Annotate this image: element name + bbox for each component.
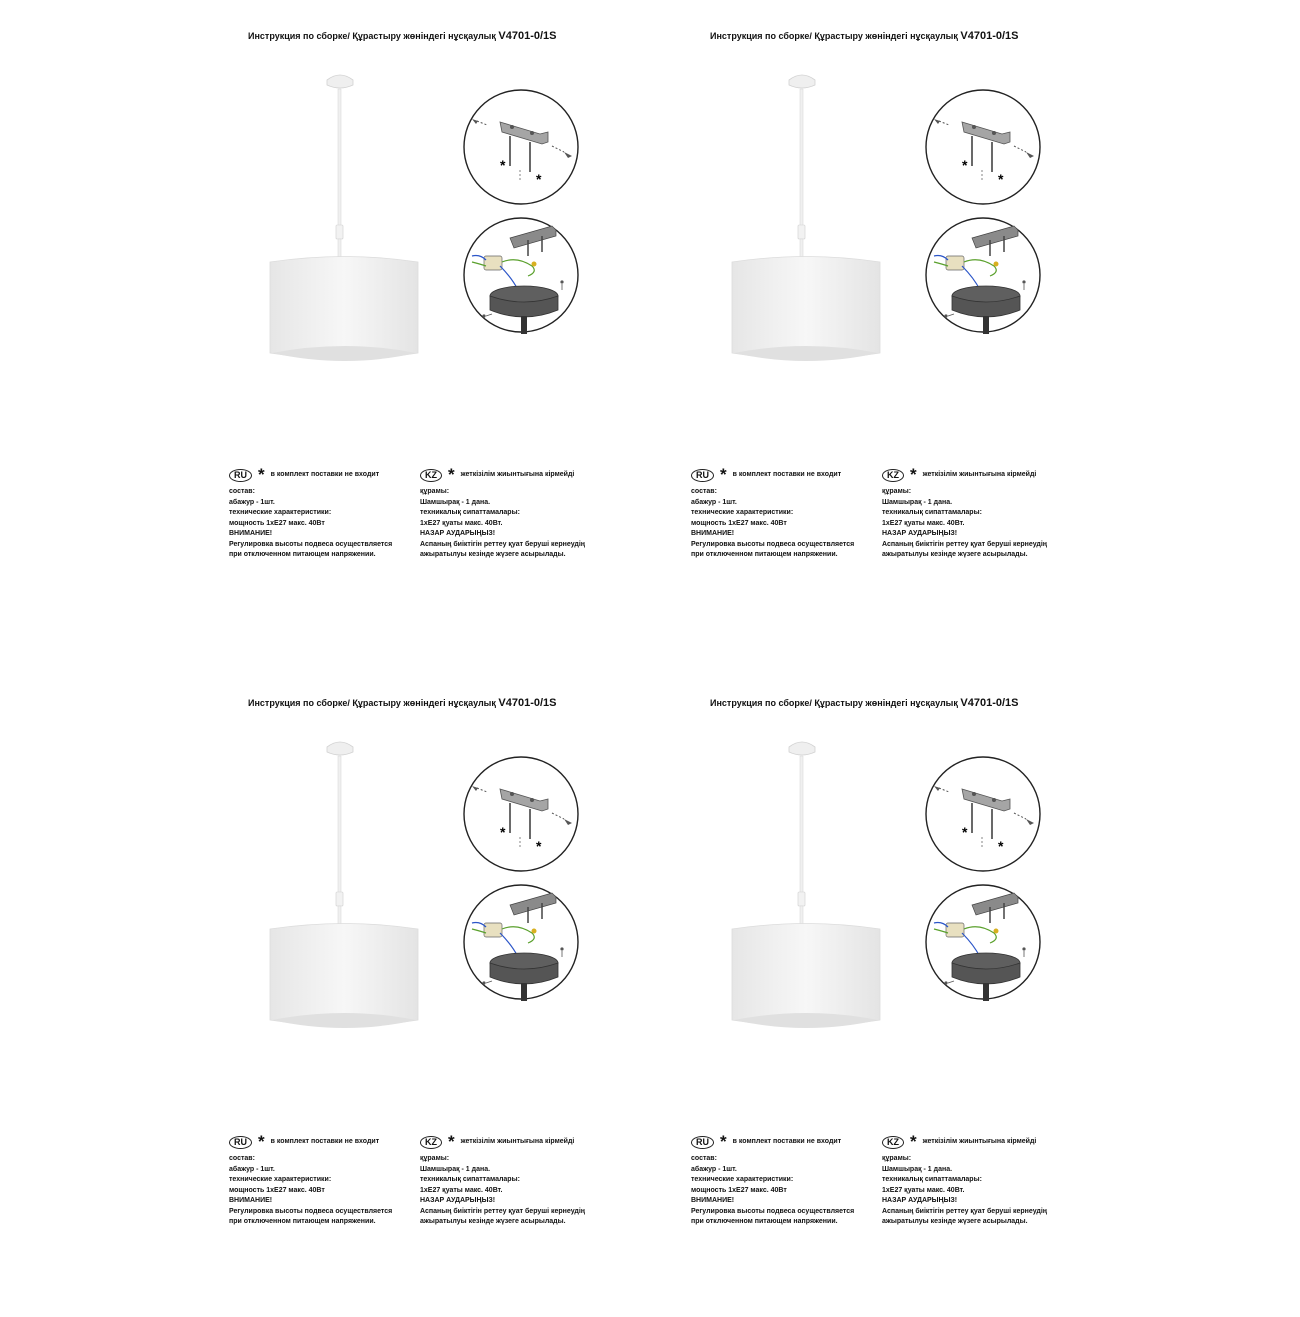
text-line: мощность 1хЕ27 макс. 40Вт [229,1186,325,1194]
text-line: технические характеристики: [229,509,332,516]
not-included-note: в комплект поставки не входит [732,1137,842,1145]
instruction-sheet-bottom-right [462,667,1112,1317]
pendant-lamp-image [260,732,430,1042]
text-line: абажур - 1шт. [229,1165,275,1173]
text-line: абажур - 1шт. [691,498,737,506]
asterisk-icon: * [910,465,917,484]
text-line: абажур - 1шт. [229,498,275,506]
text-line: 1хЕ27 қуаты макс. 40Вт. [882,1186,965,1194]
title-text: Инструкция по сборке/ Құрастыру жөніндегі нұсқаулық [248,698,496,708]
text-line: ажыратылуы кезінде жүзеге асырылады. [882,551,1028,558]
ru-language-badge: RU [691,469,714,482]
text-line: абажур - 1шт. [691,1165,737,1173]
text-line: құрамы: [420,1155,450,1162]
text-line: ВНИМАНИЕ! [691,530,735,537]
asterisk-icon: * [448,465,455,484]
text-line: при отключенном питающем напряжении. [691,551,838,558]
text-line: техникалық сипаттамалары: [882,1176,982,1183]
ru-instructions [229,1133,392,1228]
asterisk-mark: * [536,838,542,854]
not-included-note: жеткізілім жиынтығына кірмейді [922,1137,1037,1145]
kz-language-badge: KZ [420,469,442,482]
text-line: Аспаның биіктігін реттеу қуат беруші кернеудің [420,1207,586,1215]
text-line: ажыратылуы кезінде жүзеге асырылады. [420,1218,566,1225]
title-text: Инструкция по сборке/ Құрастыру жөніндегі нұсқаулық [248,31,496,41]
text-line: Регулировка высоты подвеса осуществляется [691,1207,855,1215]
title-text: Инструкция по сборке/ Құрастыру жөніндегі нұсқаулық [710,698,958,708]
asterisk-icon: * [720,465,727,484]
text-line: мощность 1хЕ27 макс. 40Вт [229,519,325,527]
pendant-lamp-image [260,65,430,375]
bracket-mounting-diagram [924,88,1042,206]
text-line: Шамшырақ - 1 дана. [420,1165,491,1173]
instruction-sheet-top-right [462,0,1112,650]
asterisk-mark: * [998,838,1004,854]
pendant-lamp-image [722,65,892,375]
text-line: технические характеристики: [691,1176,794,1183]
ru-language-badge: RU [691,1136,714,1149]
text-line: состав: [691,488,717,495]
text-line: ажыратылуы кезінде жүзеге асырылады. [420,551,566,558]
bracket-mounting-diagram [924,755,1042,873]
not-included-note: жеткізілім жиынтығына кірмейді [460,1137,575,1145]
text-line: технические характеристики: [229,1176,332,1183]
text-line: техникалық сипаттамалары: [420,1176,520,1183]
text-line: Регулировка высоты подвеса осуществляется [229,540,393,548]
text-line: НАЗАР АУДАРЫҢЫЗ! [420,530,496,537]
text-line: 1хЕ27 қуаты макс. 40Вт. [420,519,503,527]
asterisk-mark: * [998,171,1004,187]
model-number: V4701-0/1S [498,697,557,709]
text-line: Регулировка высоты подвеса осуществляется [691,540,855,548]
not-included-note: в комплект поставки не входит [732,470,842,478]
text-line: при отключенном питающем напряжении. [691,1218,838,1225]
asterisk-mark: * [500,824,506,840]
asterisk-icon: * [910,1132,917,1151]
asterisk-mark: * [500,157,506,173]
text-line: состав: [691,1155,717,1162]
wiring-connection-diagram [924,216,1042,334]
text-line: ВНИМАНИЕ! [229,530,273,537]
not-included-note: жеткізілім жиынтығына кірмейді [460,470,575,478]
text-line: техникалық сипаттамалары: [420,509,520,516]
text-line: Регулировка высоты подвеса осуществляется [229,1207,393,1215]
model-number: V4701-0/1S [498,30,557,42]
pendant-lamp-image [722,732,892,1042]
text-line: Шамшырақ - 1 дана. [882,498,953,506]
kz-instructions [882,466,1047,561]
ru-instructions [691,466,854,561]
title-text: Инструкция по сборке/ Құрастыру жөніндегі нұсқаулық [710,31,958,41]
wiring-connection-diagram [924,883,1042,1001]
kz-instructions [882,1133,1047,1228]
instruction-title [710,30,1019,42]
text-line: НАЗАР АУДАРЫҢЫЗ! [882,530,958,537]
text-line: Аспаның биіктігін реттеу қуат беруші кернеудің [420,540,586,548]
text-line: Аспаның биіктігін реттеу қуат беруші кернеудің [882,540,1048,548]
asterisk-mark: * [962,157,968,173]
kz-language-badge: KZ [882,469,904,482]
not-included-note: в комплект поставки не входит [270,470,380,478]
asterisk-icon: * [258,465,265,484]
text-line: 1хЕ27 қуаты макс. 40Вт. [882,519,965,527]
ru-language-badge: RU [229,469,252,482]
kz-language-badge: KZ [420,1136,442,1149]
text-line: Аспаның биіктігін реттеу қуат беруші кернеудің [882,1207,1048,1215]
text-line: мощность 1хЕ27 макс. 40Вт [691,1186,787,1194]
text-line: ВНИМАНИЕ! [691,1197,735,1204]
text-line: технические характеристики: [691,509,794,516]
text-line: ажыратылуы кезінде жүзеге асырылады. [882,1218,1028,1225]
kz-language-badge: KZ [882,1136,904,1149]
text-line: құрамы: [420,488,450,495]
text-line: құрамы: [882,1155,912,1162]
model-number: V4701-0/1S [960,30,1019,42]
ru-language-badge: RU [229,1136,252,1149]
text-line: НАЗАР АУДАРЫҢЫЗ! [420,1197,496,1204]
asterisk-mark: * [962,824,968,840]
not-included-note: жеткізілім жиынтығына кірмейді [922,470,1037,478]
instruction-title [710,697,1019,709]
text-line: Шамшырақ - 1 дана. [882,1165,953,1173]
not-included-note: в комплект поставки не входит [270,1137,380,1145]
text-line: Шамшырақ - 1 дана. [420,498,491,506]
text-line: құрамы: [882,488,912,495]
model-number: V4701-0/1S [960,697,1019,709]
text-line: состав: [229,488,255,495]
ru-instructions [229,466,392,561]
text-line: при отключенном питающем напряжении. [229,1218,376,1225]
text-line: ВНИМАНИЕ! [229,1197,273,1204]
asterisk-icon: * [448,1132,455,1151]
text-line: состав: [229,1155,255,1162]
text-line: при отключенном питающем напряжении. [229,551,376,558]
asterisk-icon: * [720,1132,727,1151]
text-line: НАЗАР АУДАРЫҢЫЗ! [882,1197,958,1204]
text-line: 1хЕ27 қуаты макс. 40Вт. [420,1186,503,1194]
text-line: мощность 1хЕ27 макс. 40Вт [691,519,787,527]
ru-instructions [691,1133,854,1228]
asterisk-mark: * [536,171,542,187]
asterisk-icon: * [258,1132,265,1151]
text-line: техникалық сипаттамалары: [882,509,982,516]
